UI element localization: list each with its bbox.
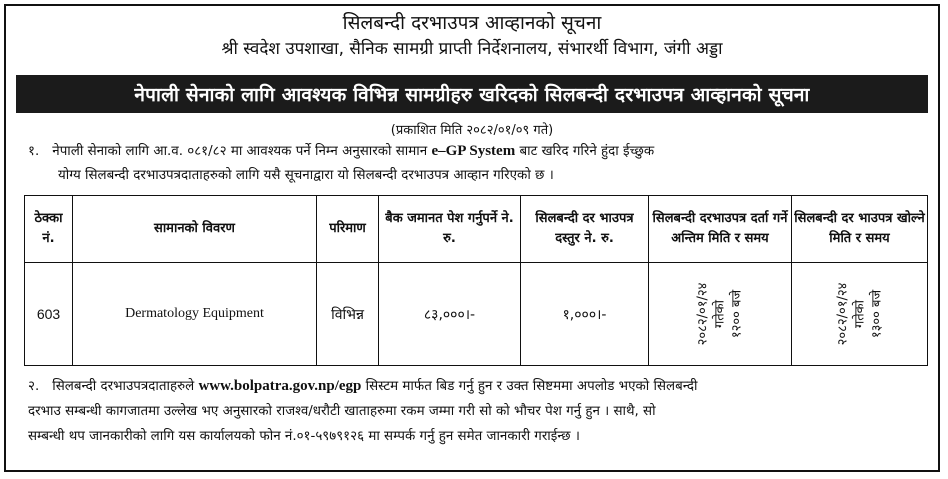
opening-time: १३०० बजे	[869, 289, 884, 339]
paragraph-1	[28, 139, 918, 188]
col-header-fee: सिलबन्दी दर भाउपत्र दस्तुर ने. रु.	[521, 196, 649, 263]
notice-title: सिलबन्दी दरभाउपत्र आव्हानको सूचना	[342, 12, 602, 34]
egp-system-label: e–GP System	[431, 143, 516, 159]
notice-banner: नेपाली सेनाको लागि आवश्यक विभिन्न सामग्रीहरु खरिदको सिलबन्दी दरभाउपत्र आव्हानको सूचना	[16, 75, 928, 113]
col-header-submission-deadline: सिलबन्दी दरभाउपत्र दर्ता गर्ने अन्तिम मिति र समय	[649, 196, 792, 263]
paragraph-1-line-2: योग्य सिलबन्दी दरभाउपत्रदाताहरुको लागि यसै सूचनाद्वारा यो सिलबन्दी दरभाउपत्र आव्हान गरिएको छ ।	[58, 168, 554, 183]
bolpatra-link[interactable]: www.bolpatra.gov.np/egp	[198, 378, 362, 394]
col-header-opening-time: सिलबन्दी दर भाउपत्र खोल्ने मिति र समय	[792, 196, 928, 263]
col-header-quantity: परिमाण	[317, 196, 379, 263]
submission-date: २०८२/०१/२४	[695, 282, 711, 346]
office-name: श्री स्वदेश उपशाखा, सैनिक सामग्री प्राप्ती निर्देशनालय, संभारर्थी विभाग, जंगी अड्डा	[221, 39, 723, 59]
paragraph-2-line-2: दरभाउ सम्बन्धी कागजातमा उल्लेख भए अनुसारको राजश्व/धरौटी खाताहरुमा रकम जम्मा गरी सो को भौचर पेश गर्नु हुन । साथै, सो	[28, 404, 656, 419]
cell-quantity: विभिन्न	[317, 263, 379, 366]
tender-table	[24, 195, 928, 366]
paragraph-1-number: १.	[28, 144, 40, 159]
table-row	[25, 263, 928, 366]
cell-submission-deadline	[649, 263, 792, 366]
submission-time: १२०० बजे	[729, 289, 745, 339]
col-header-contract-no: ठेक्का नं.	[25, 196, 73, 263]
submission-label: गतेको	[712, 299, 728, 329]
paragraph-1-line-1	[28, 139, 918, 164]
paragraph-2-line-1	[28, 374, 924, 399]
opening-label: गतेको	[852, 299, 867, 329]
cell-bank-guarantee: ८३,०००।-	[379, 263, 521, 366]
paragraph-2-text-a: सिलबन्दी दरभाउपत्रदाताहरुले	[52, 379, 195, 394]
cell-opening-time	[792, 263, 928, 366]
notice-frame	[4, 4, 940, 472]
col-header-description: सामानको विवरण	[73, 196, 317, 263]
paragraph-2-number: २.	[28, 379, 40, 394]
opening-date: २०८२/०१/२४	[835, 282, 850, 346]
col-header-bank-guarantee: बैक जमानत पेश गर्नुपर्ने ने. रु.	[379, 196, 521, 263]
paragraph-1-text-a: नेपाली सेनाको लागि आ.व. ०८१/८२ मा आवश्यक पर्ने निम्न अनुसारको सामान	[52, 144, 428, 159]
paragraph-2-line-3: सम्बन्धी थप जानकारीको लागि यस कार्यालयको फोन नं.०१-५९७९१२६ मा सम्पर्क गर्नु हुन समेत जानकारी गराईन्छ ।	[28, 429, 580, 444]
published-date: (प्रकाशित मिति २०८२/०१/०९ गते)	[390, 123, 554, 138]
paragraph-1-text-b: बाट खरिद गरिने हुंदा ईच्छुक	[519, 144, 655, 159]
paragraph-2-text-b: सिस्टम मार्फत बिड गर्नु हुन र उक्त सिष्टममा अपलोड भएको सिलबन्दी	[365, 379, 698, 394]
cell-contract-no: 603	[25, 263, 73, 366]
cell-description: Dermatology Equipment	[73, 263, 317, 366]
paragraph-2	[28, 374, 924, 449]
table-header-row	[25, 196, 928, 263]
cell-fee: १,०००।-	[521, 263, 649, 366]
